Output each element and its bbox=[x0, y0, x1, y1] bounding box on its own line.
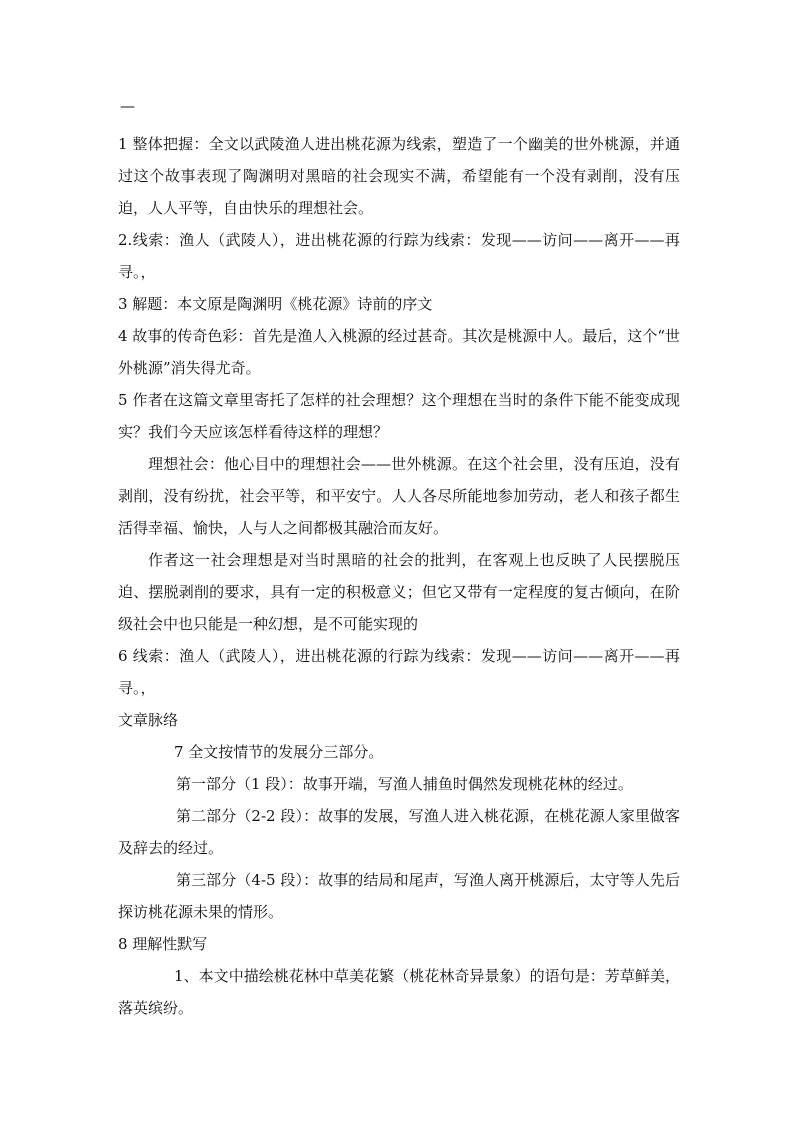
paragraph-part-two: 第二部分（2-2 段）：故事的发展，写渔人进入桃花源，在桃花源人家里做客及辞去的经过。 bbox=[118, 807, 680, 857]
paragraph-dictation-item-1: 1、本文中描绘桃花林中草美花繁（桃花林奇异景象）的语句是：芳草鲜美，落英缤纷。 bbox=[118, 967, 680, 1017]
paragraph-ideal-society: 理想社会：他心目中的理想社会——世外桃源。在这个社会里，没有压迫，没有剥削，没有纷扰，社会平等，和平安宁。人人各尽所能地参加劳动，老人和孩子都生活得幸福、愉快，人与人之间都极其融洽而友好。 bbox=[118, 455, 680, 537]
document-body bbox=[118, 128, 680, 1024]
paragraph-social-ideal-question: 5 作者在这篇文章里寄托了怎样的社会理想？这个理想在当时的条件下能不能变成现实？我们今天应该怎样看待这样的理想？ bbox=[118, 391, 680, 441]
paragraph-part-one: 第一部分（1 段）：故事开端，写渔人捕鱼时偶然发现桃花林的经过。 bbox=[176, 775, 633, 793]
paragraph-three-parts: 7 全文按情节的发展分三部分。 bbox=[174, 743, 384, 761]
paragraph-part-three: 第三部分（4-5 段）：故事的结局和尾声，写渔人离开桃源后，太守等人先后探访桃花源未果的情形。 bbox=[118, 871, 680, 921]
section-heading-dictation: 8 理解性默写 bbox=[118, 935, 208, 953]
header-mark: — bbox=[120, 97, 135, 115]
paragraph-clue: 2.线索：渔人（武陵人），进出桃花源的行踪为线索：发现——访问——离开——再寻。， bbox=[118, 231, 680, 281]
paragraph-author-critique: 作者这一社会理想是对当时黑暗的社会的批判，在客观上也反映了人民摆脱压迫、摆脱剥削的要求，具有一定的积极意义；但它又带有一定程度的复古倾向，在阶级社会中也只能是一种幻想，是不可能实现的 bbox=[118, 551, 680, 633]
paragraph-title-explanation: 3 解题：本文原是陶渊明《桃花源》诗前的序文 bbox=[118, 295, 433, 313]
section-heading-structure: 文章脉络 bbox=[118, 711, 179, 729]
paragraph-legend-color: 4 故事的传奇色彩：首先是渔人入桃源的经过甚奇。其次是桃源中人。最后，这个“世外桃源”消失得尤奇。 bbox=[118, 327, 680, 377]
paragraph-clue-repeat: 6 线索：渔人（武陵人），进出桃花源的行踪为线索：发现——访问——离开——再寻。， bbox=[118, 647, 680, 697]
paragraph-overview: 1 整体把握：全文以武陵渔人进出桃花源为线索，塑造了一个幽美的世外桃源，并通过这个故事表现了陶渊明对黑暗的社会现实不满，希望能有一个没有剥削，没有压迫，人人平等，自由快乐的理想社会。 bbox=[118, 135, 680, 217]
